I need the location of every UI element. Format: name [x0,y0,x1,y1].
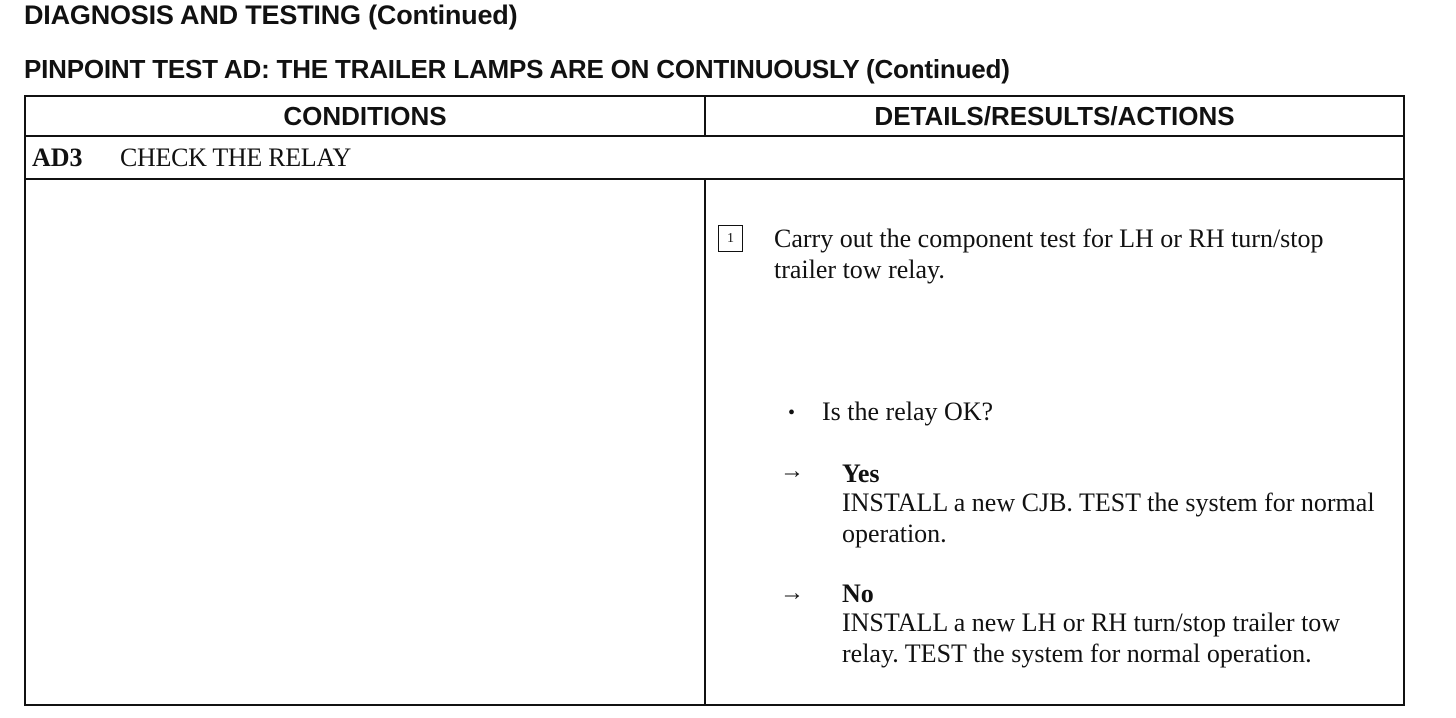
conditions-header: CONDITIONS [283,101,447,131]
test-heading: PINPOINT TEST AD: THE TRAILER LAMPS ARE ON CONTINUOUSLY (Continued) [24,54,1010,84]
bullet-icon: • [788,402,796,424]
step-row [26,137,1403,180]
arrow-right-icon: → [780,580,804,606]
step-title: CHECK THE RELAY [120,143,351,172]
pinpoint-test-table [24,95,1405,706]
instruction-text: Carry out the component test for LH or RH turn/stop trailer tow relay. [774,224,1324,284]
no-action-text: INSTALL a new LH or RH turn/stop trailer tow relay. TEST the system for normal operation. [842,608,1341,668]
details-header: DETAILS/RESULTS/ACTIONS [874,101,1235,131]
arrow-right-icon: → [780,458,804,484]
step-number-box: 1 [718,225,743,252]
step-id: AD3 [32,143,83,172]
no-label: No [842,579,874,608]
section-heading: DIAGNOSIS AND TESTING (Continued) [24,0,518,30]
yes-action-text: INSTALL a new CJB. TEST the system for normal operation. [842,488,1375,548]
question-text: Is the relay OK? [822,397,994,426]
details-cell [706,182,1403,702]
table-header-row [26,97,1403,137]
yes-label: Yes [842,459,880,488]
